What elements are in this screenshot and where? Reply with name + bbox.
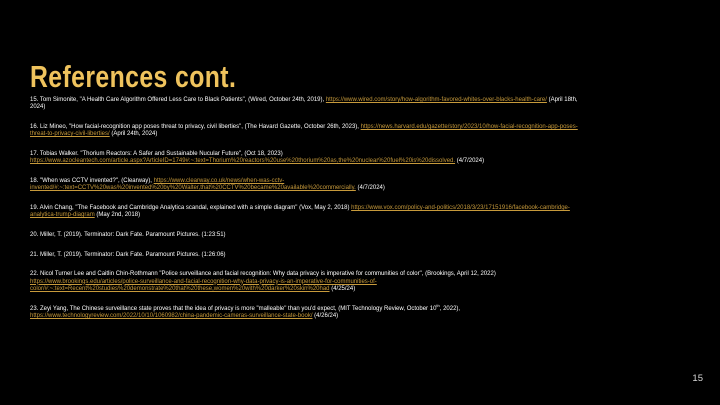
reference-text: 19. Alvin Chang, "The Facebook and Cambridge Analytica scandal, explained with a simple diagram" (Vox, May 2, 2018)	[30, 205, 352, 211]
reference-text: 22. Nicol Turner Lee and Caitlin Chin-Rothmann "Police surveillance and facial recognition: Why data privacy is imperative for communities of color", (Brookings, April 12, 2022)	[30, 271, 496, 278]
reference-text: (April 18th,	[546, 97, 578, 103]
reference-item	[30, 232, 694, 239]
reference-item	[30, 302, 694, 321]
reference-item	[30, 151, 694, 166]
reference-item	[30, 271, 694, 293]
reference-link[interactable]: https://www.clearway.co.uk/news/when-was-cctv-	[153, 178, 285, 184]
reference-item	[30, 205, 694, 220]
reference-text: (May 2nd, 2018)	[94, 212, 141, 219]
reference-link[interactable]: https://www.brookings.edu/articles/police-surveillance-and-facial-recognition-why-data-privacy-is-an-imperative-for-communities-of-	[30, 278, 377, 285]
reference-text: (4/7/2024)	[355, 185, 385, 192]
reference-text: (4/26/24)	[312, 313, 339, 319]
reference-link[interactable]: invented/#:~:text=CCTV%20was%20invented%20by%20Walter,that%20CCTV%20became%20available%20commercially.	[30, 185, 356, 192]
reference-text: 18. "When was CCTV invented?", (Clearway),	[30, 178, 154, 184]
reference-link[interactable]: threat-to-privacy-civil-liberties/	[30, 131, 110, 138]
reference-text: (April 24th, 2024)	[109, 131, 158, 138]
reference-link[interactable]: https://www.wired.com/story/how-algorithm-favored-whites-over-blacks-health-care/	[325, 97, 547, 103]
reference-link[interactable]: color/#:~:text=Recent%20studies%20demonstrate%20that%20these,women%20with%20darker%20skin%20had	[30, 286, 330, 292]
reference-item	[30, 252, 694, 259]
reference-text: 21. Miller, T. (2019). Terminator: Dark Fate. Paramount Pictures. (1:26:06)	[30, 251, 226, 258]
reference-link[interactable]: https://www.azocleantech.com/article.aspx?ArticleID=1749#:~:text=Thorium%20reactors%20use%20thorium%20as,the%20nuclear%20fuel%20is%20dissolved.	[30, 158, 456, 165]
reference-item	[30, 97, 694, 112]
reference-text: 16. Liz Mineo, "How facial-recognition app poses threat to privacy, civil liberties", (The Havard Gazette, October 26th, 2023),	[30, 124, 361, 130]
reference-text: 20. Miller, T. (2019). Terminator: Dark Fate. Paramount Pictures. (1:23:51)	[30, 232, 226, 238]
reference-item	[30, 124, 694, 139]
reference-link[interactable]: https://news.harvard.edu/gazette/story/2023/10/how-facial-recognition-app-poses-	[360, 124, 578, 130]
reference-link[interactable]: analytica-trump-diagram	[30, 212, 95, 219]
reference-text: 2024)	[30, 104, 46, 111]
reference-text: (4/7/2024)	[455, 158, 485, 165]
reference-link[interactable]: https://www.technologyreview.com/2022/10/10/1060982/china-pandemic-cameras-surveillance-state-book/	[30, 313, 313, 319]
page-number: 15	[692, 372, 703, 384]
page-title: References cont.	[30, 58, 237, 94]
references-list	[30, 97, 694, 333]
reference-text: (4/25/24)	[329, 286, 356, 292]
reference-text: 17. Tobias Walker. "Thorium Reactors: A Safer and Sustainable Nucular Future", (Oct 18, 2023)	[30, 151, 283, 157]
reference-text: , 2022),	[439, 305, 461, 312]
reference-link[interactable]: https://www.vox.com/policy-and-politics/2018/3/23/17151916/facebook-cambridge-	[351, 205, 570, 211]
reference-item	[30, 178, 694, 193]
reference-text: th	[436, 302, 440, 308]
reference-text: 23. Zeyi Yang, The Chinese surveillance state proves that the idea of privacy is more "malleable" than you'd expect, (MIT Technology Review, October 10	[30, 305, 437, 312]
reference-text: 15. Tom Simonite, "A Health Care Algorithm Offered Less Care to Black Patients", (Wired, October 24th, 2019),	[30, 97, 326, 103]
